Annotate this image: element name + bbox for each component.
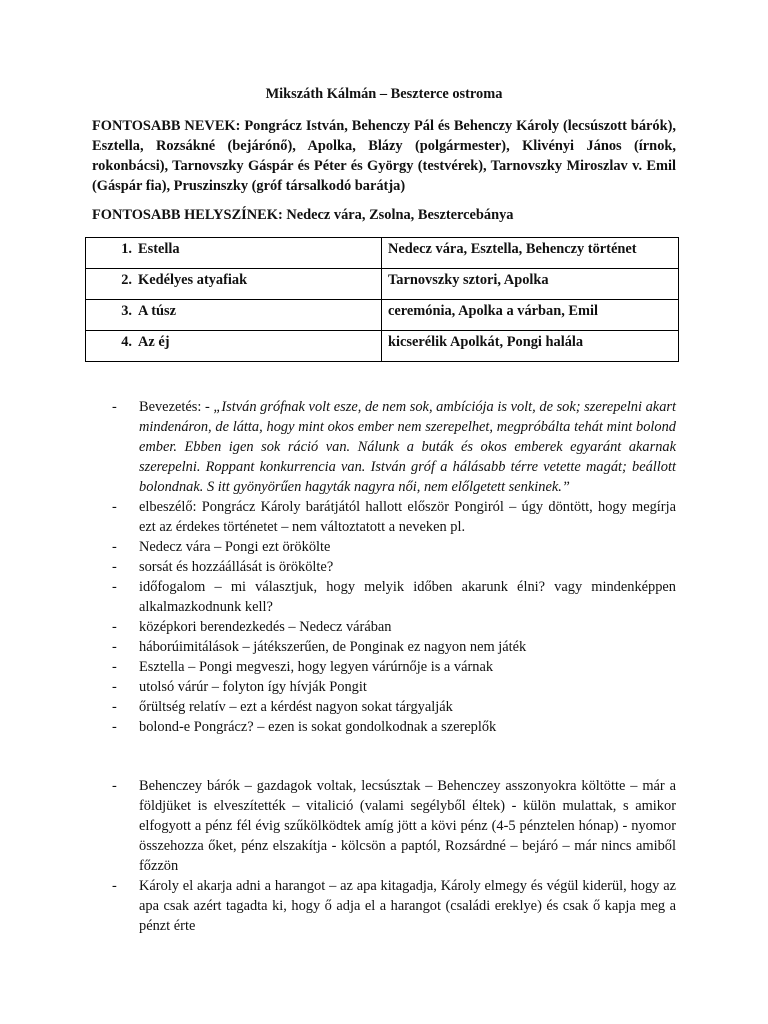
list-item-text: bolond-e Pongrácz? – ezen is sokat gondolkodnak a szereplők — [139, 719, 497, 735]
intro-quote: „István grófnak volt esze, de nem sok, ambíciója is volt, de sok; szerepelni akart mindenáron, de látta, hogy mint okos ember nem szerepelhet, megpróbálta tehát mint bolond ember. Ebben igen sok ráció van. Nálunk a buták és okos emberek egyaránt akarnak szerepelni. Roppant konkurrencia van. István gróf a hálásabb térre vetette magát; beállott bolondnak. S itt gyönyörűen hagyták nagyra női, nem előlgetett senkinek.” — [139, 399, 676, 495]
chapter-title-cell — [86, 269, 382, 300]
bullet-dash: - — [112, 699, 117, 715]
bullet-dash: - — [112, 778, 117, 794]
bullet-dash: - — [112, 719, 117, 735]
names-text: Pongrácz István, Behenczy Pál és Behenczy Károly (lecsúszott bárók), Esztella, Rozsákné (bejárónő), Apolka, Blázy (polgármester), Klivényi János (írnok, rokonbácsi), Tarnovszky Gáspár és Péter és György (testvérek), Tarnovszky Miroszlav v. Emil (Gáspár fia), Pruszinszky (gróf társalkodó barátja) — [92, 118, 676, 194]
chapter-number: 1. — [121, 241, 132, 257]
list-item-text: középkori berendezkedés – Nedecz várában — [139, 619, 392, 635]
document-title: Mikszáth Kálmán – Beszterce ostroma — [265, 86, 503, 102]
bullet-dash: - — [112, 499, 117, 515]
list-item-text: elbeszélő: Pongrácz Károly barátjától hallott először Pongiról – úgy döntött, hogy megírja ezt az érdekes történetet – nem változtatott a neveken pl. — [139, 499, 676, 535]
table-row — [86, 269, 679, 300]
list-item — [112, 697, 676, 717]
list-item-text: Esztella – Pongi megveszi, hogy legyen várúrnője is a várnak — [139, 659, 494, 675]
chapter-title-cell — [86, 331, 382, 362]
list-item — [112, 577, 676, 617]
intro-label: Bevezetés: - — [139, 399, 214, 415]
table-row — [86, 300, 679, 331]
places-paragraph — [92, 205, 676, 225]
list-item-text: időfogalom – mi választjuk, hogy melyik időben akarunk élni? vagy mindenképpen alkalmazkodnunk kell? — [139, 579, 676, 615]
chapter-number: 2. — [121, 272, 132, 288]
list-item — [112, 657, 676, 677]
list-item-text: Nedecz vára – Pongi ezt örökölte — [139, 539, 331, 555]
list-item — [112, 537, 676, 557]
bullet-dash: - — [112, 399, 117, 415]
table-row — [86, 331, 679, 362]
chapters-table — [85, 237, 679, 362]
list-item — [112, 876, 676, 936]
list-item — [112, 397, 676, 497]
chapter-summary: kicserélik Apolkát, Pongi halála — [382, 331, 679, 362]
bullet-dash: - — [112, 639, 117, 655]
list-item — [112, 497, 676, 537]
table-row — [86, 238, 679, 269]
notes-list-1 — [112, 397, 676, 737]
names-paragraph — [92, 116, 676, 196]
bullet-dash: - — [112, 539, 117, 555]
chapter-title: Az éj — [138, 334, 170, 350]
bullet-dash: - — [112, 559, 117, 575]
chapter-title: Estella — [138, 241, 180, 257]
list-item-text: sorsát és hozzáállását is örökölte? — [139, 559, 334, 575]
chapter-number: 4. — [121, 334, 132, 350]
bullet-dash: - — [112, 679, 117, 695]
list-item — [112, 617, 676, 637]
places-text: Nedecz vára, Zsolna, Besztercebánya — [286, 207, 514, 223]
names-label: FONTOSABB NEVEK: — [92, 118, 241, 134]
bullet-dash: - — [112, 579, 117, 595]
chapter-number: 3. — [121, 303, 132, 319]
list-item — [112, 776, 676, 876]
list-item-text: őrültség relatív – ezt a kérdést nagyon sokat tárgyalják — [139, 699, 453, 715]
chapter-summary: ceremónia, Apolka a várban, Emil — [382, 300, 679, 331]
list-item — [112, 677, 676, 697]
chapter-title: A túsz — [138, 303, 176, 319]
bullet-dash: - — [112, 619, 117, 635]
list-item-text: Károly el akarja adni a harangot – az apa kitagadja, Károly elmegy és végül kiderül, hogy az apa csak azért tagadta ki, hogy ő adja el a harangot (családi ereklye) és csak ő kapja meg a pénzt érte — [139, 878, 676, 934]
list-item-text: háborúimitálások – játékszerűen, de Ponginak ez nagyon nem játék — [139, 639, 527, 655]
chapter-summary: Nedecz vára, Esztella, Behenczy történet — [382, 238, 679, 269]
list-item — [112, 717, 676, 737]
chapter-title-cell — [86, 300, 382, 331]
chapter-title: Kedélyes atyafiak — [138, 272, 248, 288]
bullet-dash: - — [112, 659, 117, 675]
list-item-text: utolsó várúr – folyton így hívják Pongit — [139, 679, 367, 695]
chapter-summary: Tarnovszky sztori, Apolka — [382, 269, 679, 300]
chapter-title-cell — [86, 238, 382, 269]
list-item — [112, 557, 676, 577]
notes-list-2 — [112, 776, 676, 936]
places-label: FONTOSABB HELYSZÍNEK: — [92, 207, 283, 223]
list-item-text: Behenczey bárók – gazdagok voltak, lecsúsztak – Behenczey asszonyokra költötte – már a földjüket is elveszítették – vitalició (valami segélyből éltek) - külön mulattak, s amikor elfogyott a pénz fél évig szűkölködtek amíg jött a kövi pénz (4-5 pénztelen hónap) - nyomor összehozza őket, pénz elszakítja - kölcsön a paptól, Rozsárdné – bejáró – már nincs amiből főzzön — [139, 778, 676, 874]
list-item — [112, 637, 676, 657]
bullet-dash: - — [112, 878, 117, 894]
